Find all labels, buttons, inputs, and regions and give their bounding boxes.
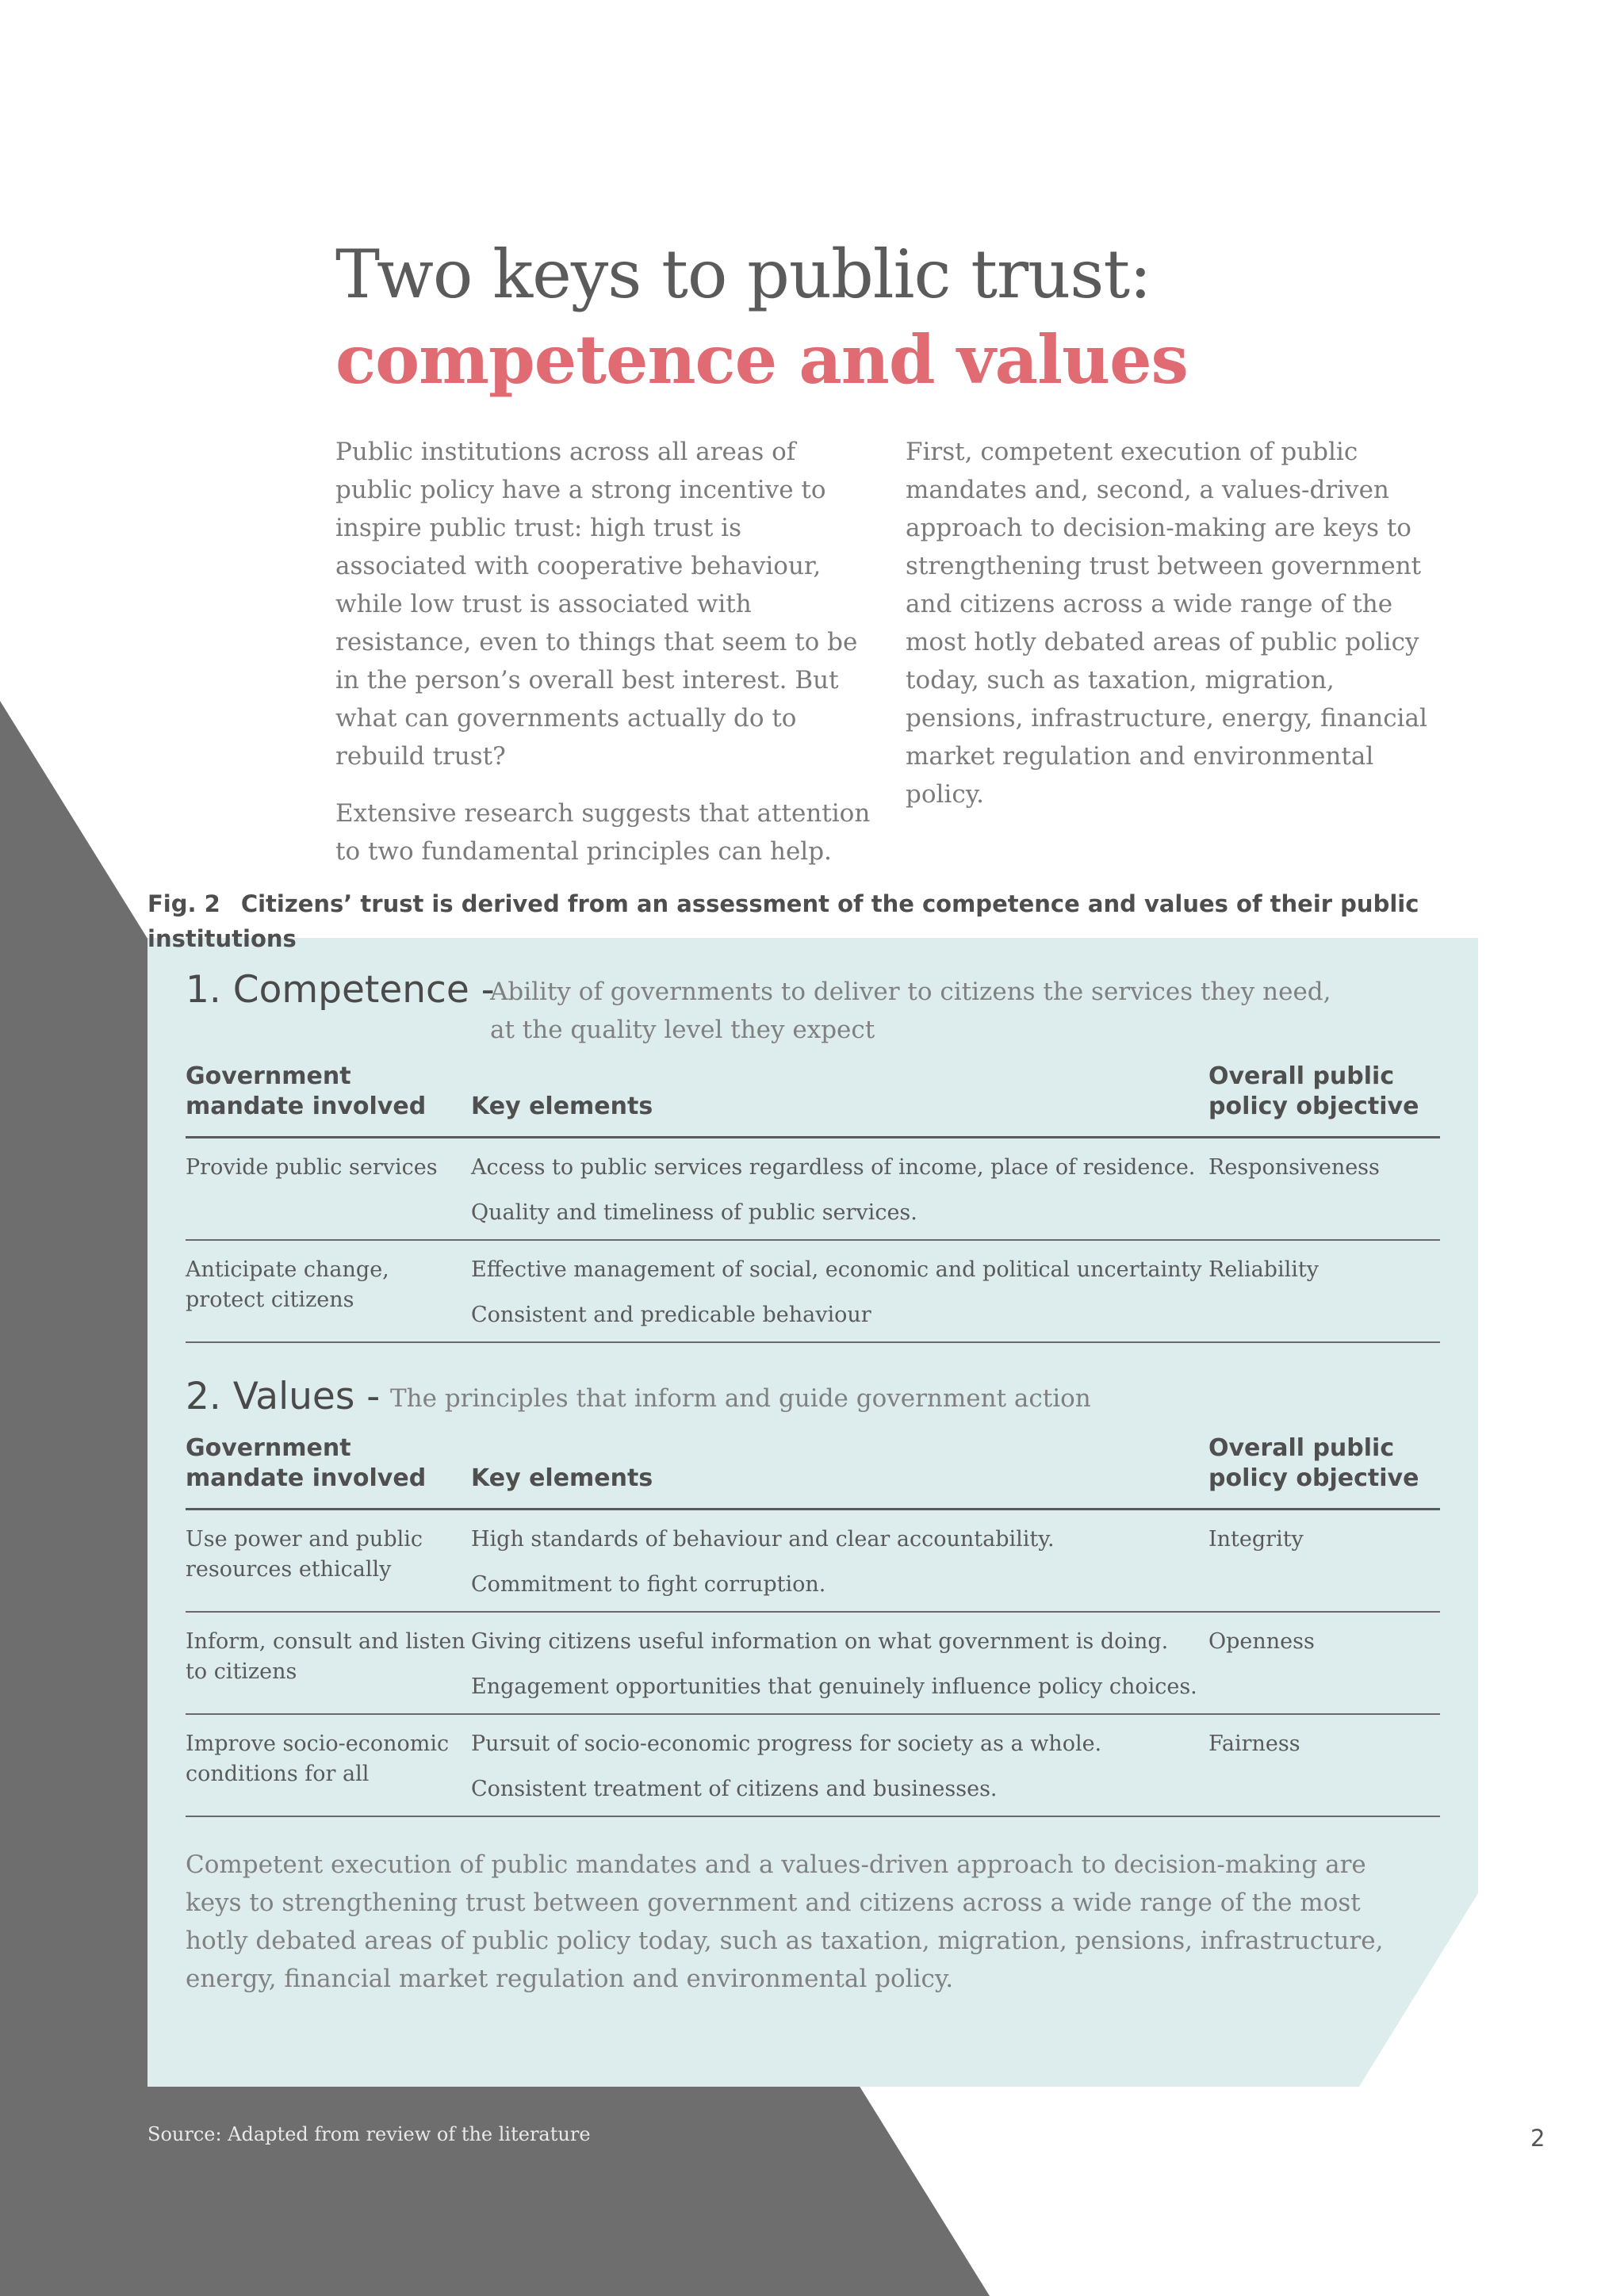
key-elements-cell: High standards of behaviour and clear accountability. Commitment to fight corruption. [471, 1510, 1208, 1613]
table-row [186, 1612, 1440, 1714]
table-row [186, 1714, 1440, 1816]
intro-left-column [335, 433, 875, 890]
competence-table [186, 1062, 1440, 1343]
column-header-objective: Overall public policy objective [1208, 1433, 1440, 1510]
section-description: The principles that inform and guide government action [390, 1384, 1091, 1413]
intro-paragraph: Public institutions across all areas of public policy have a strong incentive to inspire public trust: high trust is associated with cooperative behaviour, while low trust is associated with resistance, even to things that seem to be in the person’s overall best interest. But what can governments actually do to rebuild trust? [335, 438, 858, 771]
table-row [186, 1510, 1440, 1613]
mandate-cell: Use power and public resources ethically [186, 1510, 471, 1613]
key-elements-cell: Pursuit of socio-economic progress for society as a whole. Consistent treatment of citizens and businesses. [471, 1714, 1208, 1816]
figure-number: Fig. 2 [147, 890, 220, 917]
objective-cell: Reliability [1208, 1240, 1440, 1342]
competence-section-heading [186, 968, 1478, 1054]
intro-right-column [906, 433, 1445, 832]
column-header-mandate: Government mandate involved [186, 1433, 471, 1510]
section-title: 2. Values - [186, 1375, 381, 1418]
figure-summary: Competent execution of public mandates and a values-driven approach to decision-making are keys to strengthening trust between government and citizens across a wide range of the most hotly debated areas of public policy today, such as taxation, migration, pensions, infrastructure, energy, financial market regulation and environmental policy. [186, 1850, 1384, 1993]
column-header-mandate: Government mandate involved [186, 1062, 471, 1138]
title-line-1: Two keys to public trust: [335, 235, 1151, 313]
column-header-objective: Overall public policy objective [1208, 1062, 1440, 1138]
table-row [186, 1138, 1440, 1241]
section-description: Ability of governments to deliver to citizens the services they need, at the quality level they expect [490, 978, 1331, 1044]
intro-paragraph: First, competent execution of public mandates and, second, a values-driven approach to decision-making are keys to strengthening trust between government and citizens across a wide range of the most hotly debated areas of public policy today, such as taxation, migration, pensions, infrastructure, energy, financial market regulation and environmental policy. [906, 438, 1427, 809]
table-row [186, 1240, 1440, 1342]
mandate-cell: Provide public services [186, 1138, 471, 1241]
key-elements-cell: Giving citizens useful information on what government is doing. Engagement opportunities that genuinely influence policy choices. [471, 1612, 1208, 1714]
figure-panel [147, 938, 1478, 1998]
key-elements-cell: Effective management of social, economic and political uncertainty Consistent and predicable behaviour [471, 1240, 1208, 1342]
key-elements-cell: Access to public services regardless of income, place of residence. Quality and timeliness of public services. [471, 1138, 1208, 1241]
values-section-heading [186, 1375, 1478, 1425]
objective-cell: Fairness [1208, 1714, 1440, 1816]
table-header-row [186, 1433, 1440, 1510]
values-table [186, 1433, 1440, 1817]
column-header-key-elements: Key elements [471, 1062, 1208, 1138]
page-title [335, 232, 1446, 403]
section-title: 1. Competence - [186, 968, 495, 1012]
table-header-row [186, 1062, 1440, 1138]
mandate-cell: Improve socio-economic conditions for all [186, 1714, 471, 1816]
objective-cell: Responsiveness [1208, 1138, 1440, 1241]
mandate-cell: Inform, consult and listen to citizens [186, 1612, 471, 1714]
figure-caption-text: Citizens’ trust is derived from an assessment of the competence and values of their public institutions [147, 890, 1419, 952]
objective-cell: Integrity [1208, 1510, 1440, 1613]
title-line-2-highlight: competence and values [335, 320, 1188, 399]
mandate-cell: Anticipate change, protect citizens [186, 1240, 471, 1342]
column-header-key-elements: Key elements [471, 1433, 1208, 1510]
figure-source: Source: Adapted from review of the literature [147, 2123, 591, 2145]
intro-paragraph: Extensive research suggests that attention to two fundamental principles can help. [335, 799, 871, 866]
page-number: 2 [1530, 2125, 1545, 2152]
objective-cell: Openness [1208, 1612, 1440, 1714]
